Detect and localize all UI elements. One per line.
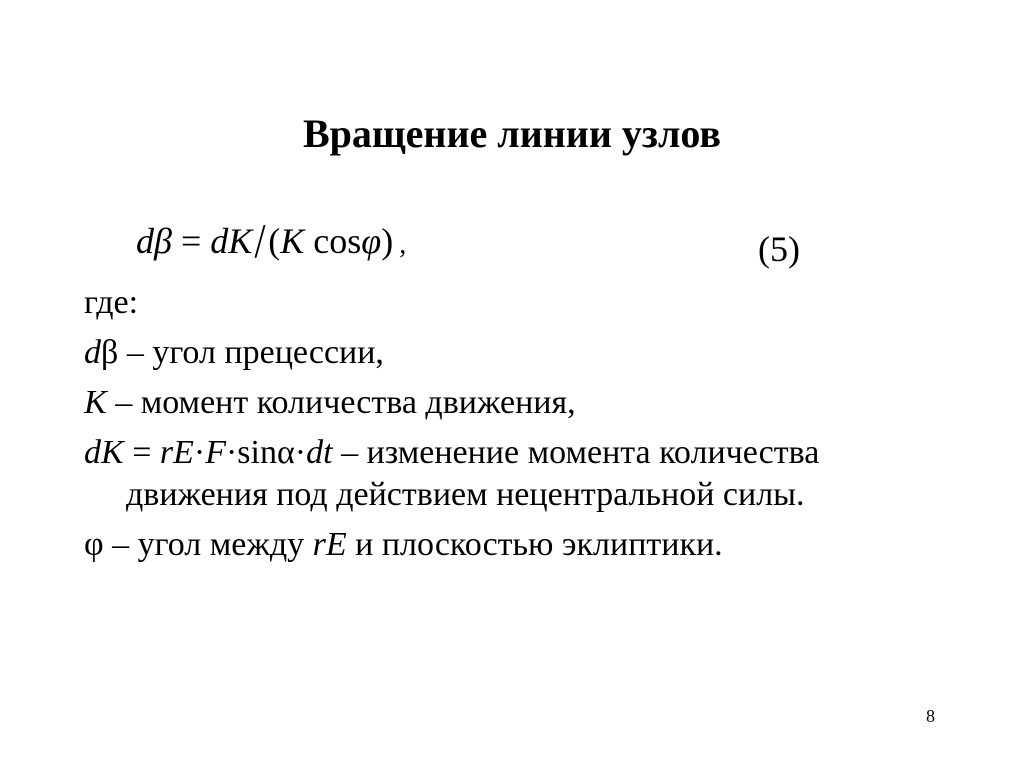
definitions-body: [84, 282, 964, 574]
symbol-k: K: [84, 384, 107, 421]
definition-d-beta-text: – угол прецессии,: [118, 334, 384, 371]
page-number: 8: [926, 706, 935, 726]
equation-number: (5): [758, 229, 800, 269]
formula-slash: /: [254, 214, 266, 268]
formula-equals: =: [171, 221, 211, 261]
definition-d-beta: [84, 332, 964, 374]
symbol-dk-equals: =: [123, 434, 160, 471]
slide-title: Вращение линии узлов: [302, 111, 722, 156]
formula-open-paren: (: [268, 221, 281, 261]
symbol-re: rE: [159, 434, 194, 471]
formula-k: K: [280, 221, 305, 261]
symbol-re-2: rE: [312, 526, 347, 563]
symbol-phi: φ: [84, 526, 104, 563]
definition-dk-text: – изменение момента количества движения под действием нецентральной силы.: [126, 434, 820, 513]
definition-k: [84, 382, 964, 424]
definition-phi-text-1: – угол между: [103, 526, 313, 563]
formula-cos: cos: [304, 221, 362, 261]
formula-close-paren: ): [381, 221, 394, 261]
symbol-sin-alpha: ·sinα·: [225, 434, 307, 471]
definition-phi-text-2: и плоскостью эклиптики.: [346, 526, 723, 563]
formula-d: d: [136, 221, 154, 261]
where-label: где:: [84, 284, 139, 321]
formula-phi: φ: [361, 221, 382, 261]
symbol-beta: β: [101, 334, 119, 371]
symbol-dot: ·: [193, 434, 206, 471]
symbol-dt: dt: [306, 434, 333, 471]
formula-comma: ,: [399, 229, 407, 260]
formula-dk-d: d: [210, 221, 229, 261]
symbol-d: d: [84, 334, 101, 371]
definition-dk: [84, 432, 964, 516]
definition-phi: [84, 524, 964, 566]
definition-k-text: – момент количества движения,: [106, 384, 576, 421]
symbol-f: F: [205, 434, 226, 471]
formula-5: [136, 214, 407, 268]
symbol-dk: dK: [84, 434, 124, 471]
formula-beta: β: [154, 221, 172, 261]
formula-dk-k: K: [228, 221, 253, 261]
